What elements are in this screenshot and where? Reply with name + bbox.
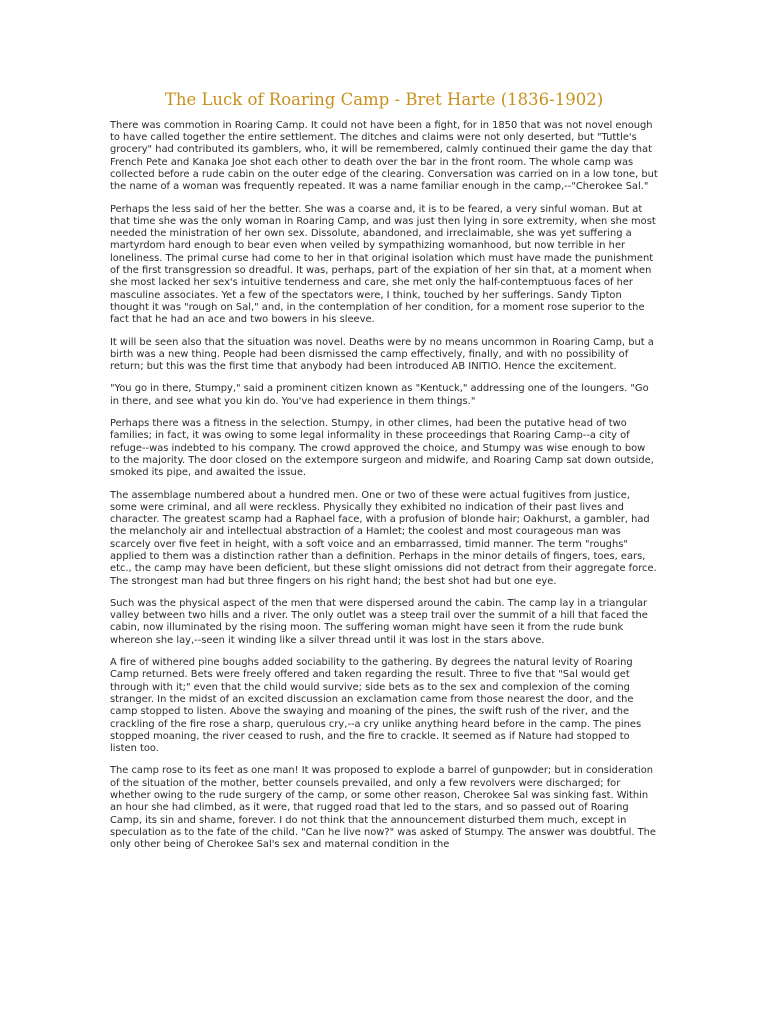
paragraph-2: Perhaps the less said of her the better. She was a coarse and, it is to be feared, a very sinful woman. But at that time she was the only woman in Roaring Camp, and was just then lying in sore extremity, when she most needed the ministration of her own sex. Dissolute, abandoned, and irreclaimable, she was yet suffering a martyrdom hard enough to bear even when veiled by sympathizing womanhood, but now terrible in her loneliness. The primal curse had come to her in that original isolation which must have made the punishment of the first transgression so dreadful. It was, perhaps, part of the expiation of her sin that, at a moment when she most lacked her sex's intuitive tenderness and care, she met only the half-contemptuous faces of her masculine associates. Yet a few of the spectators were, I think, touched by her sufferings. Sandy Tipton thought it was "rough on Sal," and, in the contemplation of her condition, for a moment rose superior to the fact that he had an ace and two bowers in his sleeve. bbox=[110, 203, 656, 326]
paragraph-4: "You go in there, Stumpy," said a prominent citizen known as "Kentuck," addressing one of the loungers. "Go in there, and see what you kin do. You've had experience in them things." bbox=[110, 383, 649, 407]
paragraph-1: There was commotion in Roaring Camp. It could not have been a fight, for in 1850 that was not novel enough to have called together the entire settlement. The ditches and claims were not only deserted, but "Tuttle's grocery" had contributed its gamblers, who, it will be remembered, calmly continued their game the day that French Pete and Kanaka Joe shot each other to death over the bar in the front room. The whole camp was collected before a rude cabin on the outer edge of the clearing. Conversation was carried on in a low tone, but the name of a woman was frequently repeated. It was a name familiar enough in the camp,--"Cherokee Sal." bbox=[110, 119, 658, 193]
paragraph-8: A fire of withered pine boughs added sociability to the gathering. By degrees the natural levity of Roaring Camp returned. Bets were freely offered and taken regarding the result. Three to five that "Sal would get through with it;" even that the child would survive; side bets as to the sex and complexion of the coming stranger. In the midst of an excited discussion an exclamation came from those nearest the door, and the camp stopped to listen. Above the swaying and moaning of the pines, the swift rush of the river, and the crackling of the fire rose a sharp, querulous cry,--a cry unlike anything heard before in the camp. The pines stopped moaning, the river ceased to rush, and the fire to crackle. It seemed as if Nature had stopped to listen too. bbox=[110, 657, 642, 755]
document-page bbox=[110, 90, 658, 862]
paragraph-6: The assemblage numbered about a hundred men. One or two of these were actual fugitives from justice, some were criminal, and all were reckless. Physically they exhibited no indication of their past lives and character. The greatest scamp had a Raphael face, with a profusion of blonde hair; Oakhurst, a gambler, had the melancholy air and intellectual abstraction of a Hamlet; the coolest and most courageous man was scarcely over five feet in height, with a soft voice and an embarrassed, timid manner. The term "roughs" applied to them was a distinction rather than a definition. Perhaps in the minor details of fingers, toes, ears, etc., the camp may have been deficient, but these slight omissions did not detract from their aggregate force. The strongest man had but three fingers on his right hand; the best shot had but one eye. bbox=[110, 489, 657, 587]
paragraph-5: Perhaps there was a fitness in the selection. Stumpy, in other climes, had been the putative head of two families; in fact, it was owing to some legal informality in these proceedings that Roaring Camp--a city of refuge--was indebted to his company. The crowd approved the choice, and Stumpy was wise enough to bow to the majority. The door closed on the extempore surgeon and midwife, and Roaring Camp sat down outside, smoked its pipe, and awaited the issue. bbox=[110, 418, 654, 479]
document-title: The Luck of Roaring Camp - Bret Harte (1836-1902) bbox=[164, 90, 604, 109]
paragraph-3: It will be seen also that the situation was novel. Deaths were by no means uncommon in Roaring Camp, but a birth was a new thing. People had been dismissed the camp effectively, finally, and with no possibility of return; but this was the first time that anybody had been introduced AB INITIO. Hence the excitement. bbox=[110, 336, 654, 373]
paragraph-9: The camp rose to its feet as one man! It was proposed to explode a barrel of gunpowder; but in consideration of the situation of the mother, better counsels prevailed, and only a few revolvers were discharged; for whether owing to the rude surgery of the camp, or some other reason, Cherokee Sal was sinking fast. Within an hour she had climbed, as it were, that rugged road that led to the stars, and so passed out of Roaring Camp, its sin and shame, forever. I do not think that the announcement disturbed them much, except in speculation as to the fate of the child. "Can he live now?" was asked of Stumpy. The answer was doubtful. The only other being of Cherokee Sal's sex and maternal condition in the bbox=[110, 765, 656, 851]
paragraph-7: Such was the physical aspect of the men that were dispersed around the cabin. The camp lay in a triangular valley between two hills and a river. The only outlet was a steep trail over the summit of a hill that faced the cabin, now illuminated by the rising moon. The suffering woman might have seen it from the rude bunk whereon she lay,--seen it winding like a silver thread until it was lost in the stars above. bbox=[110, 597, 648, 646]
